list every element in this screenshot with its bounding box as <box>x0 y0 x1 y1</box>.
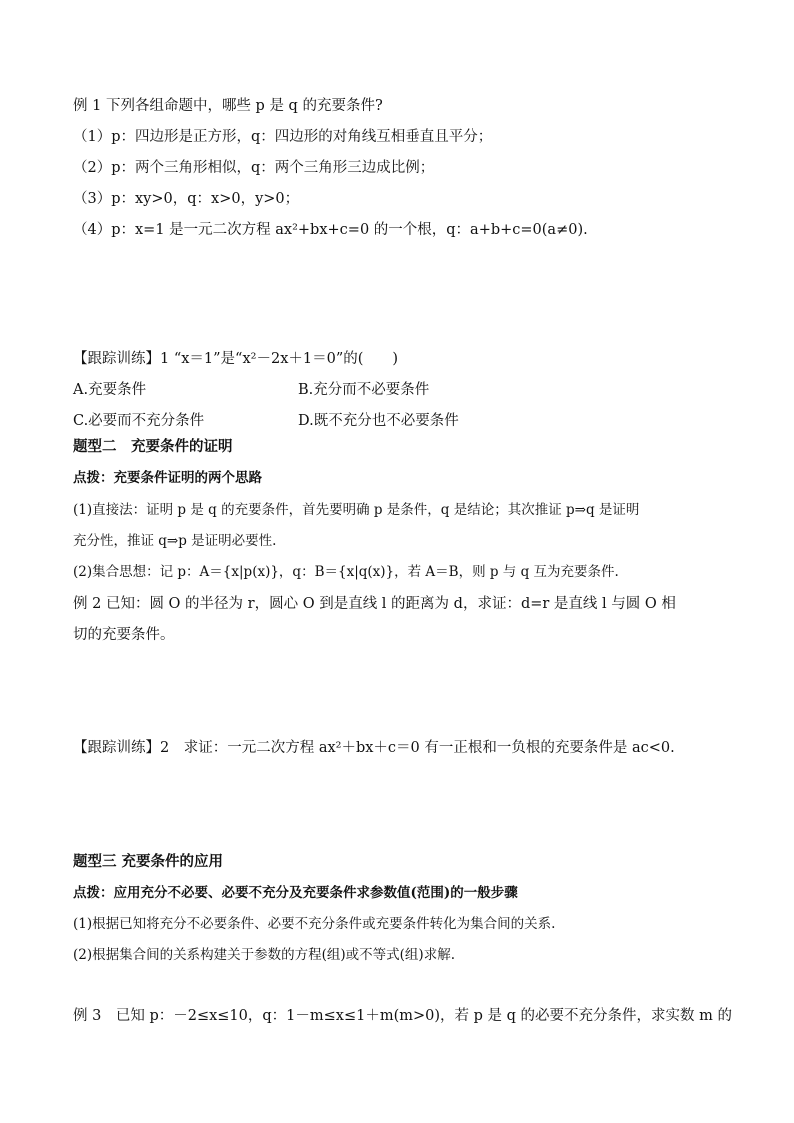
example-1-item-2: （2）p：两个三角形相似，q：两个三角形三边成比例； <box>73 160 435 176</box>
section-2-heading: 题型二 充要条件的证明 <box>73 438 233 455</box>
example-1-item-1: （1）p：四边形是正方形，q：四边形的对角线互相垂直且平分； <box>73 129 493 145</box>
section-2-tip-line-2: 充分性，推证 q⇒p 是证明必要性. <box>73 533 277 549</box>
training-2: 【跟踪训练】2 求证：一元二次方程 ax²＋bx＋c＝0 有一正根和一负根的充要条件是 ac<0. <box>73 740 675 756</box>
section-2-tip-line-3: (2)集合思想：记 p：A＝{x|p(x)}，q：B＝{x|q(x)}，若 A＝B，则 p 与 q 互为充要条件. <box>73 564 619 580</box>
example-2-line-2: 切的充要条件。 <box>73 627 175 643</box>
option-a: A.充要条件 <box>73 382 147 398</box>
example-1-item-3: （3）p：xy>0，q：x>0，y>0； <box>73 191 300 207</box>
option-b: B.充分而不必要条件 <box>298 382 430 398</box>
example-2-line-1: 例 2 已知：圆 O 的半径为 r，圆心 O 到是直线 l 的距离为 d，求证：d=r 是直线 l 与圆 O 相 <box>73 596 676 612</box>
example-3: 例 3 已知 p：－2≤x≤10，q：1－m≤x≤1＋m(m>0)，若 p 是 q 的必要不充分条件，求实数 m 的 <box>73 1008 732 1024</box>
section-2-tip-line-1: (1)直接法：证明 p 是 q 的充要条件，首先要明确 p 是条件，q 是结论；其次推证 p⇒q 是证明 <box>73 502 640 518</box>
section-3-tip: 点拨：应用充分不必要、必要不充分及充要条件求参数值(范围)的一般步骤 <box>73 885 518 901</box>
option-c: C.必要而不充分条件 <box>73 413 205 429</box>
section-3-heading: 题型三 充要条件的应用 <box>73 853 224 870</box>
example-1-item-4: （4）p：x=1 是一元二次方程 ax²+bx+c=0 的一个根，q：a+b+c=0(a≠0). <box>73 222 588 238</box>
example-1-title: 例 1 下列各组命题中，哪些 p 是 q 的充要条件? <box>73 98 383 114</box>
training-1-question: 【跟踪训练】1 “x＝1”是“x²－2x＋1＝0”的( ) <box>73 351 399 367</box>
option-d: D.既不充分也不必要条件 <box>298 413 459 429</box>
section-3-tip-line-1: (1)根据已知将充分不必要条件、必要不充分条件或充要条件转化为集合间的关系. <box>73 916 556 932</box>
section-3-tip-line-2: (2)根据集合间的关系构建关于参数的方程(组)或不等式(组)求解. <box>73 947 455 963</box>
section-2-tip: 点拨：充要条件证明的两个思路 <box>73 470 262 486</box>
